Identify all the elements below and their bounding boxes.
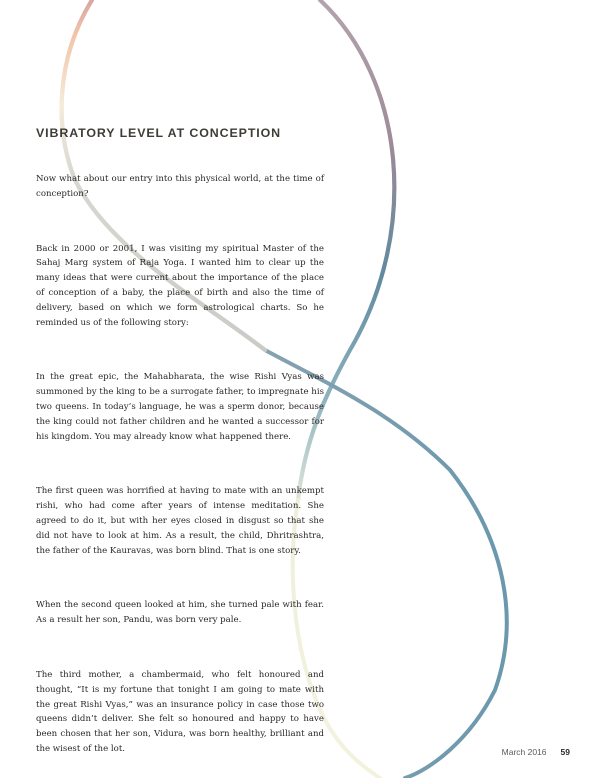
issue-date: March 2016 (501, 747, 547, 757)
paragraph: Back in 2000 or 2001, I was visiting my spiritual Master of the Sahaj Marg system of Raja Yoga. I wanted him to clear up the many ideas that were current about the importance of the place of conception of a baby, the place of birth and also the time of delivery, based on which we form astrological charts. So he reminded us of the following story: (36, 243, 324, 328)
paragraph: The first queen was horrified at having to mate with an unkempt rishi, who had come after years of intense meditation. She agreed to do it, but with her eyes closed in disgust so that she did not have to look at him. As a result, the child, Dhritrashtra, the father of the Kauravas, was born blind. That is one story. (36, 486, 324, 556)
paragraph: In the great epic, the Mahabharata, the wise Rishi Vyas was summoned by the king to be a surrogate father, to impregnate his two queens. In today’s language, he was a sperm donor, because the king could not father children and he wanted a successor for his kingdom. You may already know what happened there. (36, 372, 324, 442)
page-footer (502, 747, 570, 757)
paragraph: The third mother, a chambermaid, who felt honoured and thought, “It is my fortune that tonight I am going to mate with the great Rishi Vyas,” was an insurance policy in case those two queens didn’t deliver. She felt so honoured and happy to have been chosen that her son, Vidura, was born healthy, brilliant and the wisest of the lot. (36, 669, 324, 754)
paragraph: When the second queen looked at him, she turned pale with fear. As a result her son, Pandu, was born very pale. (36, 600, 324, 626)
paragraph: Now what about our entry into this physical world, at the time of conception? (36, 174, 324, 199)
article-body (36, 172, 324, 757)
page-number: 59 (560, 747, 570, 757)
section-heading: VIBRATORY LEVEL AT CONCEPTION (36, 126, 282, 140)
